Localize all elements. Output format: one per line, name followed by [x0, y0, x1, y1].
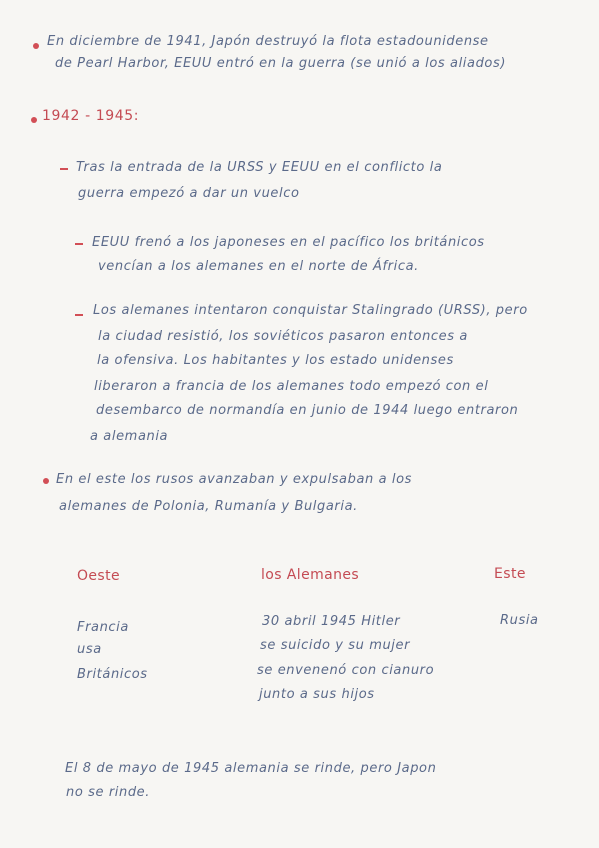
note-line: En el este los rusos avanzaban y expulsaban a los — [56, 472, 413, 487]
note-line: desembarco de normandía en junio de 1944 luego entraron — [96, 403, 519, 418]
dash-marker — [60, 168, 68, 170]
column-header-alemanes: los Alemanes — [261, 567, 360, 583]
note-line: de Pearl Harbor, EEUU entró en la guerra (se unió a los aliados) — [55, 56, 507, 71]
oeste-item: Británicos — [77, 667, 148, 682]
alemanes-line: 30 abril 1945 Hitler — [262, 614, 401, 629]
column-header-este: Este — [494, 566, 526, 582]
oeste-item: usa — [77, 642, 102, 657]
note-line: la ofensiva. Los habitantes y los estado unidenses — [97, 353, 454, 368]
note-line: liberaron a francia de los alemanes todo empezó con el — [94, 379, 489, 394]
bullet-dot — [31, 117, 37, 123]
note-line: no se rinde. — [66, 785, 151, 800]
note-line: Los alemanes intentaron conquistar Stalingrado (URSS), pero — [93, 303, 528, 318]
bullet-dot — [33, 43, 39, 49]
note-line: En diciembre de 1941, Japón destruyó la flota estadounidense — [47, 34, 489, 49]
oeste-item: Francia — [77, 620, 129, 635]
note-line: la ciudad resistió, los soviéticos pasaron entonces a — [98, 329, 468, 344]
alemanes-line: junto a sus hijos — [259, 687, 375, 702]
alemanes-line: se suicido y su mujer — [260, 638, 411, 653]
note-line: vencían a los alemanes en el norte de África. — [98, 259, 419, 274]
dash-marker — [75, 243, 83, 245]
note-line: guerra empezó a dar un vuelco — [78, 186, 300, 201]
note-line: EEUU frenó a los japoneses en el pacífico los británicos — [92, 235, 485, 250]
dash-marker — [75, 314, 83, 316]
este-item: Rusia — [500, 613, 539, 628]
column-header-oeste: Oeste — [77, 568, 121, 584]
note-line: El 8 de mayo de 1945 alemania se rinde, pero Japon — [65, 761, 437, 776]
bullet-dot — [43, 478, 49, 484]
alemanes-line: se envenenó con cianuro — [257, 663, 435, 678]
note-line: Tras la entrada de la URSS y EEUU en el conflicto la — [76, 160, 443, 175]
section-title: 1942 - 1945: — [42, 108, 140, 124]
note-line: alemanes de Polonia, Rumanía y Bulgaria. — [59, 499, 358, 514]
note-line: a alemania — [90, 429, 169, 444]
